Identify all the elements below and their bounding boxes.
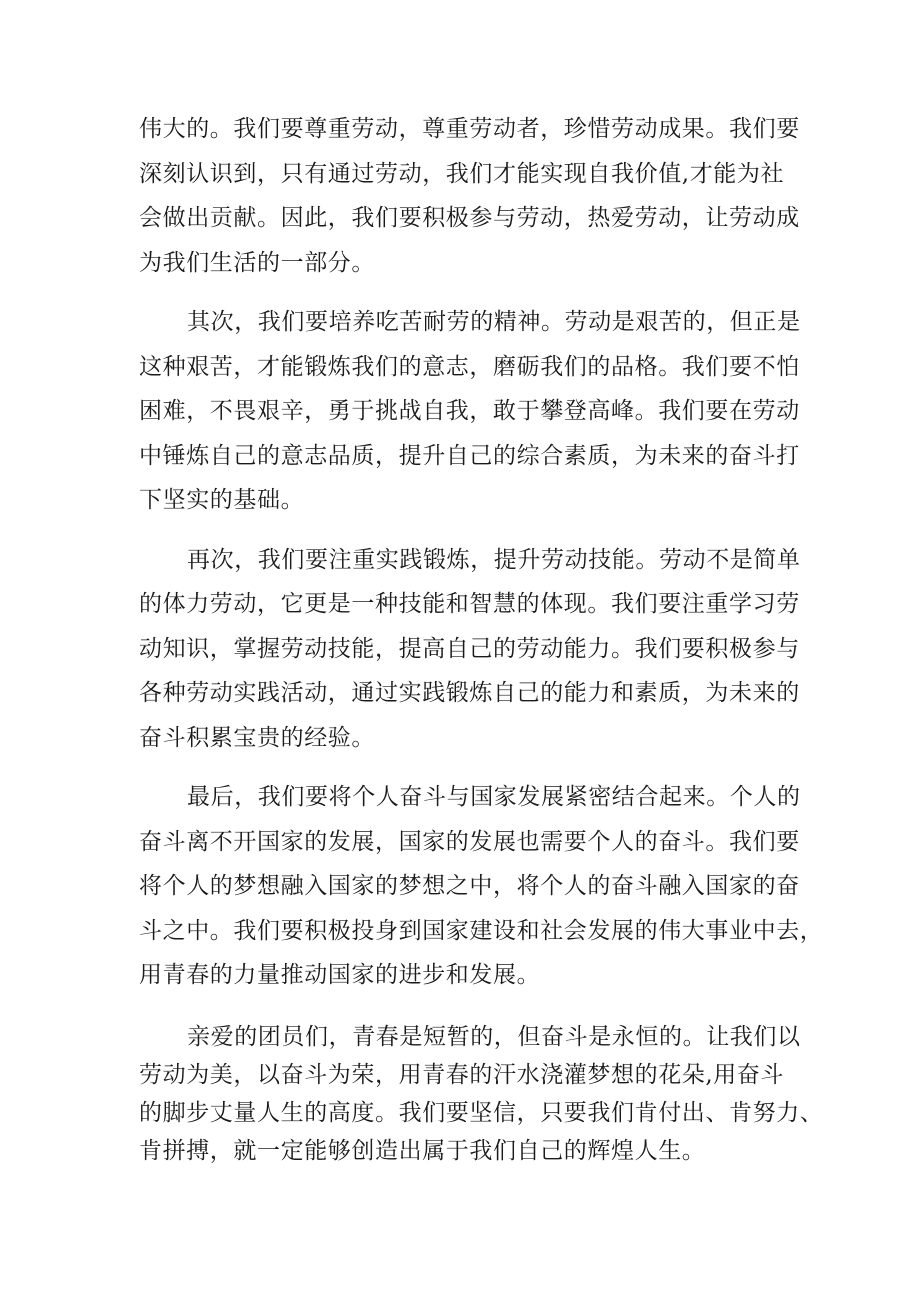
paragraph-4-line-5: 用青春的力量推动国家的进步和发展。 [139, 962, 541, 988]
paragraph-2-line-5: 下坚实的基础。 [139, 487, 305, 513]
paragraph-5-line-4: 肯拼搏，就一定能够创造出属于我们自己的辉煌人生。 [139, 1138, 706, 1164]
paragraph-3-line-4: 各种劳动实践活动，通过实践锻炼自己的能力和素质，为未来的 [139, 680, 800, 706]
paragraph-1-line-4: 为我们生活的一部分。 [139, 250, 375, 276]
paragraph-2-line-3: 困难，不畏艰辛，勇于挑战自我，敢于攀登高峰。我们要在劳动 [139, 398, 800, 424]
paragraph-3-line-1: 再次，我们要注重实践锻炼，提升劳动技能。劳动不是简单 [187, 547, 801, 573]
paragraph-3-line-2: 的体力劳动，它更是一种技能和智慧的体现。我们要注重学习劳 [139, 591, 800, 617]
paragraph-3-line-5: 奋斗积累宝贵的经验。 [139, 725, 375, 751]
paragraph-2-line-4: 中锤炼自己的意志品质，提升自己的综合素质，为未来的奋斗打 [139, 443, 800, 469]
paragraph-4-line-1: 最后，我们要将个人奋斗与国家发展紧密结合起来。个人的 [187, 784, 801, 810]
paragraph-3-line-3: 动知识，掌握劳动技能，提高自己的劳动能力。我们要积极参与 [139, 636, 800, 662]
paragraph-4-line-3: 将个人的梦想融入国家的梦想之中，将个人的奋斗融入国家的奋 [139, 873, 800, 899]
paragraph-2-line-1: 其次，我们要培养吃苦耐劳的精神。劳动是艰苦的，但正是 [187, 309, 801, 335]
paragraph-1-line-2: 深刻认识到，只有通过劳动，我们才能实现自我价值,才能为社 [139, 161, 785, 187]
paragraph-1-line-1: 伟大的。我们要尊重劳动，尊重劳动者，珍惜劳动成果。我们要 [139, 116, 800, 142]
paragraph-4-line-2: 奋斗离不开国家的发展，国家的发展也需要个人的奋斗。我们要 [139, 829, 800, 855]
paragraph-1-line-3: 会做出贡献。因此，我们要积极参与劳动，热爱劳动，让劳动成 [139, 205, 800, 231]
paragraph-5-line-3: 的脚步丈量人生的高度。我们要坚信，只要我们肯付出、肯努力、 [139, 1100, 824, 1126]
paragraph-5-line-1: 亲爱的团员们，青春是短暂的，但奋斗是永恒的。让我们以 [187, 1024, 801, 1050]
paragraph-5-line-2: 劳动为美，以奋斗为荣，用青春的汗水浇灌梦想的花朵,用奋斗 [139, 1062, 785, 1088]
paragraph-4-line-4: 斗之中。我们要积极投身到国家建设和社会发展的伟大事业中去， [139, 918, 824, 944]
paragraph-2-line-2: 这种艰苦，才能锻炼我们的意志，磨砺我们的品格。我们要不怕 [139, 354, 800, 380]
